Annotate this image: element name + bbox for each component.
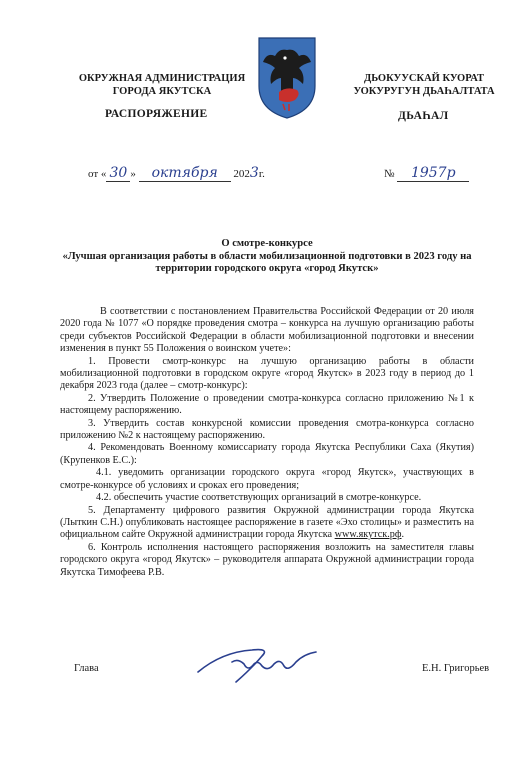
signatory-name: Е.Н. Григорьев [422,663,490,674]
right-organization-name [332,72,516,98]
subject-line2: «Лучшая организация работы в области мобилизационной подготовки в 2023 году на территории городского округа «город Якутск» [62,250,472,274]
right-org-line1: ДЬОКУУСКАЙ КУОРАТ [364,73,484,84]
right-doc-type: ДЬАҺАЛ [398,110,449,122]
paragraph-1: 1. Провести смотр-конкурс на лучшую организацию работы в области мобилизационной подготовки в городском округе «город Якутск» в 2023 году в период до 1 декабря 2023 года (далее – смотр-конкурс): [60,355,474,392]
left-org-line2: ГОРОДА ЯКУТСКА [112,86,212,97]
paragraph-5-end: . [401,529,405,541]
handwritten-signature-icon [192,638,322,688]
document-date [88,165,265,182]
paragraph-5-text: 5. Департаменту цифрового развития Окружной администрации города Якутска (Лыткин С.Н.) опубликовать настоящее распоряжение в газете «Эхо столицы» и разместить на официальном сайте Окружной администрации города Якутска [60,504,474,541]
date-suffix: г. [258,168,265,180]
left-doc-type: РАСПОРЯЖЕНИЕ [105,108,208,120]
document-body [60,306,474,579]
date-year-suffix: 3 [249,165,259,181]
paragraph-2: 2. Утвердить Положение о проведении смотра-конкурса согласно приложению №1 к настоящему распоряжению. [60,392,474,417]
paragraph-5 [60,505,474,542]
paragraph-3: 3. Утвердить состав конкурсной комиссии проведения смотра-конкурса согласно приложению №2 к настоящему распоряжению. [60,417,474,442]
date-year-prefix: 202 [233,168,250,180]
date-month: октября [139,165,231,182]
date-mid: » [130,168,136,180]
left-organization-name [72,72,252,98]
left-org-line1: ОКРУЖНАЯ АДМИНИСТРАЦИЯ [78,73,246,84]
paragraph-intro: В соответствии с постановлением Правительства Российской Федерации от 20 июля 2020 года № 1077 «О порядке проведения смотра – конкурса на лучшую организацию работы среди субъектов Российской Федерации в области мобилизационной подготовки и внесении изменения в пункт 55 Положения о воинском учете»: [60,306,474,355]
number-value: 1957р [397,165,469,182]
number-label: № [384,168,395,180]
paragraph-4: 4. Рекомендовать Военному комиссариату города Якутска Республики Саха (Якутия) (Крупенков Е.С.): [60,442,474,466]
right-org-line2: УОКУРУГУН ДЬАҺАЛТАТА [353,86,495,97]
date-prefix: от « [88,168,107,180]
coat-of-arms-emblem-icon [255,34,319,120]
paragraph-4-2: 4.2. обеспечить участие соответствующих организаций в смотре-конкурсе. [96,492,422,504]
signatory-title: Глава [74,663,99,674]
date-day: 30 [106,165,130,182]
subject-line1: О смотре-конкурсе [221,238,313,249]
website-link[interactable]: www.якутск.рф [334,529,402,541]
document-number [384,165,469,182]
document-subject [60,238,474,276]
paragraph-4-1: 4.1. уведомить организации городского округа «город Якутск», участвующих в смотре-конкурсе об условиях и сроках его проведения; [60,467,474,491]
paragraph-6: 6. Контроль исполнения настоящего распоряжения возложить на заместителя главы городского округа «город Якутск» – руководителя аппарата Окружной администрации города Якутска Тимофеева Р.В. [60,541,474,578]
